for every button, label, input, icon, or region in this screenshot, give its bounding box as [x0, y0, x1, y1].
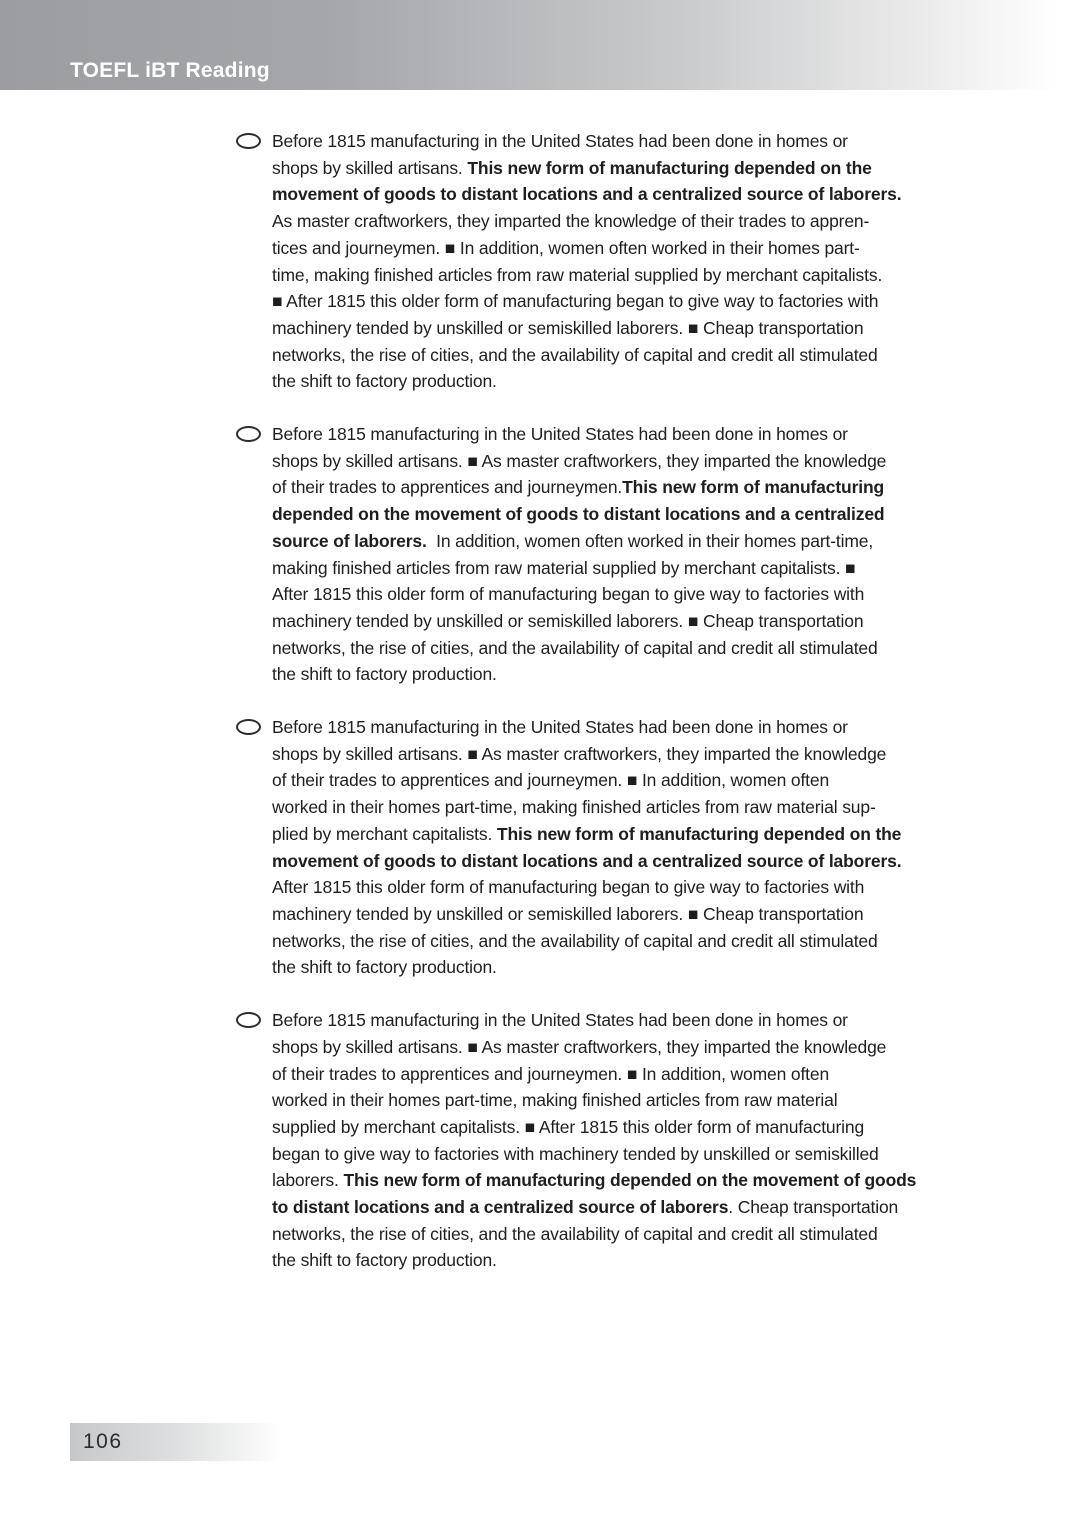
option-text-line: [272, 208, 901, 235]
option-text-line: [272, 342, 901, 369]
option-text-line: [272, 1007, 916, 1034]
option-text-line: [272, 421, 886, 448]
passage-text: machinery tended by unskilled or semiskilled laborers. ■ Cheap transportation: [272, 903, 864, 924]
option-text-line: [272, 555, 886, 582]
passage-text: Before 1815 manufacturing in the United States had been done in homes or: [272, 131, 848, 151]
option-text-line: [272, 954, 901, 981]
option-text-line: [272, 767, 901, 794]
passage-text: shops by skilled artisans. ■ As master craftworkers, they imparted the knowledge: [272, 1036, 887, 1057]
option-text-line: [272, 714, 901, 741]
passage-text: the shift to factory production.: [272, 1250, 497, 1271]
passage-text: networks, the rise of cities, and the availability of capital and credit all stimulated: [272, 344, 878, 365]
option-text-line: [272, 821, 901, 848]
page-header: [0, 0, 1080, 90]
passage-text: shops by skilled artisans. ■ As master craftworkers, they imparted the knowledge: [272, 450, 887, 471]
option-text-line: [272, 1034, 916, 1061]
inserted-sentence-bold: This new form of manufacturing depended on the: [467, 157, 872, 178]
inserted-sentence-bold: This new form of manufacturing: [622, 477, 885, 498]
page-number: 106: [83, 1430, 123, 1453]
passage-text: shops by skilled artisans.: [272, 157, 468, 178]
inserted-sentence-bold: to distant locations and a centralized source of laborers: [272, 1197, 729, 1218]
option-text-line: [272, 155, 901, 182]
option-text-line: [272, 262, 901, 289]
option-text-line: [272, 928, 901, 955]
option-text-line: [272, 128, 901, 155]
radio-oval-icon[interactable]: [236, 1012, 261, 1028]
passage-text: tices and journeymen. ■ In addition, women often worked in their homes part-: [272, 237, 860, 258]
option-text-line: [272, 848, 901, 875]
passage-text: networks, the rise of cities, and the availability of capital and credit all stimulated: [272, 1223, 878, 1244]
inserted-sentence-bold: source of laborers.: [272, 530, 427, 551]
passage-text: of their trades to apprentices and journeymen.: [272, 477, 623, 498]
passage-text: . Cheap transportation: [728, 1197, 899, 1218]
passage-text: Before 1815 manufacturing in the United States had been done in homes or: [272, 1010, 848, 1031]
option-text: [272, 128, 901, 395]
option-text-line: [272, 474, 886, 501]
option-text-line: [272, 1167, 916, 1194]
option-text: [272, 421, 886, 688]
option-text: [272, 1007, 916, 1274]
option-text-line: [272, 1247, 916, 1274]
passage-text: of their trades to apprentices and journeymen. ■ In addition, women often: [272, 1063, 830, 1084]
inserted-sentence-bold: depended on the movement of goods to distant locations and a centralized: [272, 504, 885, 525]
passage-text: Before 1815 manufacturing in the United States had been done in homes or: [272, 424, 848, 445]
radio-oval-icon[interactable]: [236, 719, 261, 735]
passage-text: Before 1815 manufacturing in the United States had been done in homes or: [272, 717, 848, 738]
passage-text: After 1815 this older form of manufacturing began to give way to factories with: [272, 877, 865, 898]
inserted-sentence-bold: This new form of manufacturing depended on the movement of goods: [343, 1170, 917, 1191]
answer-option[interactable]: [236, 421, 1026, 688]
passage-text: After 1815 this older form of manufacturing began to give way to factories with: [272, 584, 865, 605]
option-text-line: [272, 315, 901, 342]
answer-option[interactable]: [236, 714, 1026, 981]
inserted-sentence-bold: movement of goods to distant locations and a centralized source of laborers.: [272, 850, 902, 871]
option-text-line: [272, 448, 886, 475]
passage-text: ■ After 1815 this older form of manufacturing began to give way to factories with: [272, 291, 879, 312]
option-text-line: [272, 901, 901, 928]
passage-text: the shift to factory production.: [272, 664, 497, 685]
option-text-line: [272, 1087, 916, 1114]
passage-text: worked in their homes part-time, making finished articles from raw material sup-: [272, 797, 876, 818]
passage-text: machinery tended by unskilled or semiskilled laborers. ■ Cheap transportation: [272, 317, 864, 338]
passage-text: began to give way to factories with machinery tended by unskilled or semiskilled: [272, 1143, 879, 1164]
passage-text: the shift to factory production.: [272, 957, 497, 978]
page-number-box: [70, 1423, 282, 1461]
passage-text: plied by merchant capitalists.: [272, 823, 497, 844]
passage-text: networks, the rise of cities, and the availability of capital and credit all stimulated: [272, 930, 878, 951]
option-text-line: [272, 661, 886, 688]
option-text-line: [272, 1194, 916, 1221]
option-text-line: [272, 1114, 916, 1141]
answer-options-list: [236, 128, 1026, 1300]
option-text-line: [272, 608, 886, 635]
option-text-line: [272, 1141, 916, 1168]
answer-option[interactable]: [236, 128, 1026, 395]
option-text-line: [272, 1061, 916, 1088]
passage-text: worked in their homes part-time, making finished articles from raw material: [272, 1090, 838, 1111]
option-text-line: [272, 581, 886, 608]
option-text-line: [272, 181, 901, 208]
answer-option[interactable]: [236, 1007, 1026, 1274]
passage-text: networks, the rise of cities, and the availability of capital and credit all stimulated: [272, 637, 878, 658]
passage-text: of their trades to apprentices and journeymen. ■ In addition, women often: [272, 770, 830, 791]
option-text-line: [272, 741, 901, 768]
page-title: TOEFL iBT Reading: [70, 59, 270, 82]
passage-text: making finished articles from raw material supplied by merchant capitalists. ■: [272, 557, 856, 578]
passage-text: time, making finished articles from raw material supplied by merchant capitalists.: [272, 264, 883, 285]
option-text-line: [272, 528, 886, 555]
passage-text: machinery tended by unskilled or semiskilled laborers. ■ Cheap transportation: [272, 610, 864, 631]
radio-oval-icon[interactable]: [236, 426, 261, 442]
passage-text: the shift to factory production.: [272, 371, 497, 392]
passage-text: shops by skilled artisans. ■ As master craftworkers, they imparted the knowledge: [272, 743, 887, 764]
radio-oval-icon[interactable]: [236, 133, 261, 149]
option-text-line: [272, 635, 886, 662]
passage-text: supplied by merchant capitalists. ■ After 1815 this older form of manufacturing: [272, 1116, 865, 1137]
option-text: [272, 714, 901, 981]
option-text-line: [272, 501, 886, 528]
option-text-line: [272, 794, 901, 821]
option-text-line: [272, 1221, 916, 1248]
inserted-sentence-bold: This new form of manufacturing depended on the: [496, 823, 902, 844]
passage-text: In addition, women often worked in their homes part-time,: [426, 530, 874, 551]
passage-text: laborers.: [272, 1170, 344, 1191]
passage-text: As master craftworkers, they imparted the knowledge of their trades to appren-: [272, 211, 870, 232]
option-text-line: [272, 874, 901, 901]
option-text-line: [272, 368, 901, 395]
option-text-line: [272, 235, 901, 262]
option-text-line: [272, 288, 901, 315]
inserted-sentence-bold: movement of goods to distant locations and a centralized source of laborers.: [272, 184, 902, 205]
